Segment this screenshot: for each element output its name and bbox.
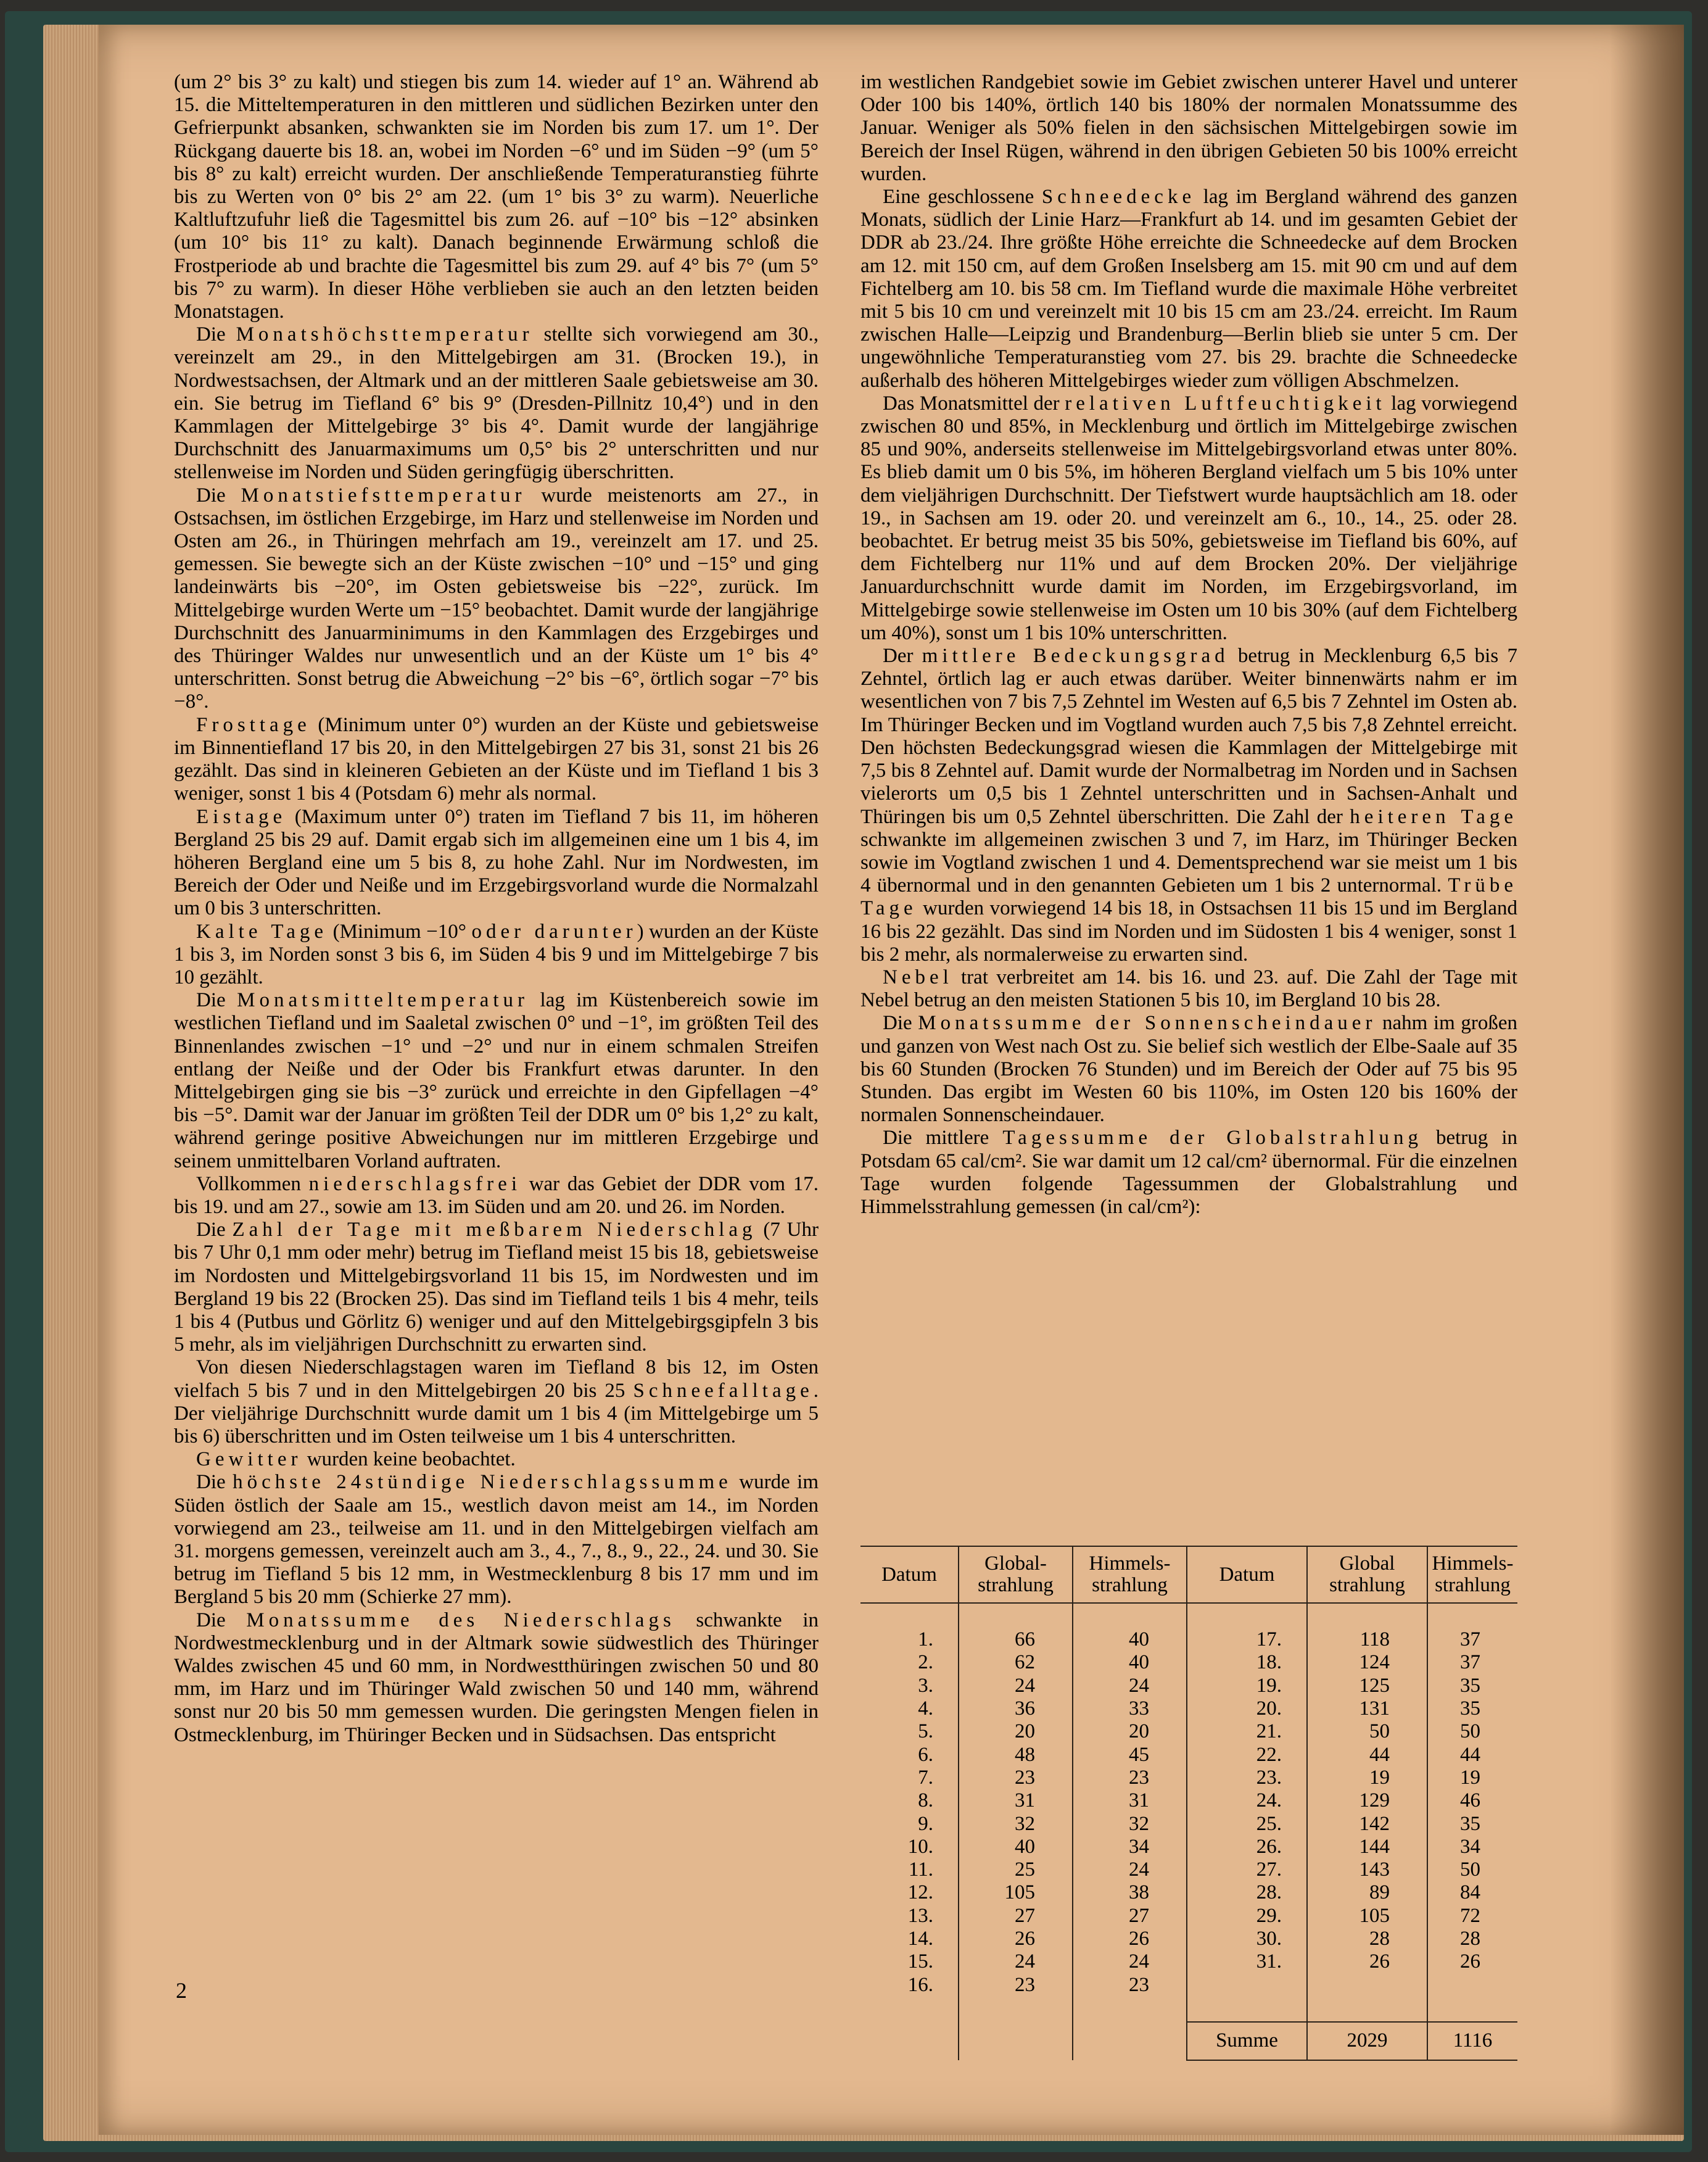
table-cell: 21. (1187, 1720, 1307, 1743)
spaced-term: Monatssumme des Niederschlags (246, 1609, 675, 1631)
table-cell: 124 (1307, 1651, 1427, 1674)
table-cell: 144 (1307, 1836, 1427, 1858)
table-cell: 46 (1427, 1789, 1517, 1812)
table-cell: 23. (1187, 1766, 1307, 1789)
text-run: Die (196, 323, 236, 346)
text-run: Die (196, 989, 237, 1012)
table-cell (1187, 1997, 1307, 2022)
sum-value: 2029 (1307, 2022, 1427, 2060)
table-cell: 32 (959, 1812, 1073, 1835)
table-cell: 26 (1427, 1950, 1517, 1973)
table-cell: 12. (907, 1881, 933, 1904)
spaced-term: Schneedecke (1041, 186, 1196, 209)
table-row (860, 1973, 1517, 1996)
table-row (860, 1697, 1517, 1720)
text-run: Die (196, 484, 241, 507)
table-cell: 24 (959, 1950, 1073, 1973)
table-cell: 34 (1073, 1836, 1187, 1858)
table-cell: 37 (1427, 1651, 1517, 1674)
header-global-1: Global- strahlung (959, 1546, 1073, 1603)
spaced-term: Zahl der Tage mit meßbarem Niederschlag (232, 1219, 757, 1241)
header-global-2: Global strahlung (1307, 1546, 1427, 1603)
table-cell: 2. (918, 1651, 933, 1674)
table-cell (959, 1603, 1073, 1628)
paragraph (860, 392, 1517, 645)
text-run: wurden vorwiegend 14 bis 18, in Ostsachsen 11 bis 15 und im Bergland 16 bis 22 gezählt. Das sind im Norden und im Südosten 1 bis 4 weniger, sonst 1 bis 2 mehr, als normalerweise zu erwarten sind. (860, 897, 1517, 966)
table-cell: 1. (918, 1628, 933, 1651)
left-column (174, 71, 819, 1747)
paragraph (174, 323, 819, 484)
table-cell: 35 (1427, 1812, 1517, 1835)
table-sum-row (860, 2022, 1517, 2060)
table-cell: 26 (1307, 1950, 1427, 1973)
text-run: stellte sich vorwiegend am 30., vereinzelt am 29., in den Mittelgebirgen am 31. (Brocken 19.), in Nordwestsachsen, der Altmark und an der mittleren Saale gebietsweise am 30. ein. Sie betrug im Tiefland 6° bis 9° (Dresden-Pillnitz 10,4°) und in den Kammlagen der Mittelgebirge 3° bis 4°. Damit wurde der langjährige Durchschnitt des Januarmaximums um 0,5° bis 2° unterschritten und nur stellenweise im Norden und Süden geringfügig überschritten. (174, 323, 819, 484)
text-run: war das Gebiet der DDR vom 17. bis 19. und am 27., sowie am 13. im Süden und am 20. und 26. im Norden. (174, 1172, 819, 1218)
paragraph (174, 1173, 819, 1219)
text-run: Eine geschlossene (883, 186, 1042, 209)
table-cell: 19 (1427, 1766, 1517, 1789)
table-cell: 62 (959, 1651, 1073, 1674)
table-cell: 5. (918, 1720, 933, 1743)
text-run: (Minimum −10° (328, 920, 472, 943)
right-column (860, 71, 1517, 1219)
table-cell: 17. (1187, 1628, 1307, 1651)
text-run: betrug in Mecklenburg 6,5 bis 7 Zehntel, örtlich lag er auch etwas darüber. Weiter binnenwärts nahm er im wesentlichen von 7 bis 7,5 Zehntel im Westen auf 6,5 bis 7 Zehntel im Osten ab. Im Thüringer Becken und im Vogtland wurden auch 7,5 bis 7,8 Zehntel erreicht. Den höchsten Bedeckungsgrad wiesen die Kammlagen der Mittelgebirge mit 7,5 bis 8 Zehntel auf. Damit wurde der Normalbetrag im Norden und in Sachsen vielerorts um 0,5 bis 1 Zehntel unterschritten und in Sachsen-Anhalt und Thüringen bis um 0,5 Zehntel überschritten. Die Zahl der (860, 645, 1517, 828)
table-cell: 27. (1187, 1858, 1307, 1881)
paragraph (174, 1609, 819, 1747)
text-run: Der (883, 645, 922, 668)
table-cell (1307, 1603, 1427, 1628)
table-cell (1307, 1997, 1427, 2022)
table-row (860, 1789, 1517, 1812)
table-cell: 50 (1427, 1858, 1517, 1881)
text-run: lag im Bergland während des ganzen Monats, südlich der Linie Harz—Frankfurt ab 14. und im gesamten Gebiet der DDR ab 23./24. Ihre größte Höhe erreichte die Schneedecke auf dem Brocken am 12. mit 150 cm, auf dem Großen Inselsberg am 15. mit 90 cm und auf dem Fichtelberg am 10. bis 58 cm. Im Tiefland wurde die maximale Höhe verbreitet mit 5 bis 10 cm und vereinzelt mit 10 bis 15 cm am 23./24. erreicht. Im Raum zwischen Halle—Leipzig und Brandenburg—Berlin blieb sie unter 5 cm. Der ungewöhnliche Temperaturanstieg vom 27. bis 29. brachte die Schneedecke außerhalb des höheren Mittelgebirges wieder zum völligen Abschmelzen. (860, 186, 1517, 392)
text-run: (Minimum unter 0°) wurden an der Küste und gebietsweise im Binnentiefland 17 bis 20, in den Mittelgebirgen 27 bis 31, sonst 21 bis 26 gezählt. Das sind in kleineren Gebieten an der Küste und im Tiefland 1 bis 3 weniger, sonst 1 bis 4 (Potsdam 6) mehr als normal. (174, 713, 819, 805)
text-run: wurde im Süden östlich der Saale am 15., westlich davon meist am 14., im Norden vorwiegend am 23., teilweise am 11. und in den Mittelgebirgen vielfach am 31. morgens gemessen, vereinzelt auch am 3., 4., 7., 8., 9., 22., 24. und 30. Sie betrug im Tiefland 5 bis 12 mm, in Westmecklenburg 8 bis 17 mm und im Bergland 5 bis 20 mm (Schierke 27 mm). (174, 1471, 819, 1609)
table-cell: 28 (1427, 1928, 1517, 1950)
table-cell (860, 1997, 959, 2022)
table-row (860, 1720, 1517, 1743)
header-himmel-2: Himmels- strahlung (1427, 1546, 1517, 1603)
text-run: Das Monatsmittel der (883, 392, 1065, 415)
table-cell: 72 (1427, 1905, 1517, 1928)
sum-label: Summe (1187, 2022, 1307, 2060)
table-spacer-row (860, 1603, 1517, 1628)
spaced-term: Gewitter (196, 1448, 302, 1471)
text-run: Die (196, 1471, 233, 1494)
table-cell: 24 (1073, 1858, 1187, 1881)
table-row (860, 1743, 1517, 1766)
table-row (860, 1812, 1517, 1835)
text-run: schwankte in Nordwestmecklenburg und in der Altmark sowie südwestlich des Thüringer Waldes zwischen 45 und 60 mm, in Nordwestthüringen zwischen 50 und 80 mm, im Harz und im Thüringer Wald zwischen 50 und 140 mm, während sonst nur 20 bis 50 mm gemessen wurden. Die geringsten Mengen fielen in Ostmecklenburg, im Thüringer Becken und in Südsachsen. Das entspricht (174, 1609, 819, 1746)
table-cell: 23 (959, 1766, 1073, 1789)
table-cell: 38 (1073, 1881, 1187, 1904)
text-run: Die mittlere (883, 1127, 1003, 1149)
sum-value: 1116 (1427, 2022, 1517, 2060)
table-cell: 125 (1307, 1675, 1427, 1697)
paragraph (174, 1471, 819, 1609)
paragraph (860, 71, 1517, 186)
table-cell: 10. (907, 1835, 933, 1858)
text-run: Die (196, 1219, 233, 1241)
table-cell: 27 (959, 1905, 1073, 1928)
table-cell (1187, 1603, 1307, 1628)
text-run: (7 Uhr bis 7 Uhr 0,1 mm oder mehr) betrug im Tiefland meist 15 bis 18, gebietsweise im Nordosten und Mittelgebirgsvorland 11 bis 15, im Nordwesten und im Bergland 19 bis 22 (Brocken 25). Das sind im Tiefland teils 1 bis 4 mehr, teils 1 bis 4 (Putbus und Görlitz 6) weniger und auf den Mittelgebirgsgipfeln 3 bis 5 mehr, als im vieljährigen Durchschnitt zu erwarten sind. (174, 1219, 819, 1356)
table-row (860, 1928, 1517, 1950)
text-run: lag vorwiegend zwischen 80 und 85%, in Mecklenburg und örtlich im Mittelgebirge zwischen 85 und 90%, anderseits stellenweise im Mittelgebirgsvorland etwas unter 80%. Es blieb damit um 0 bis 5%, im höheren Bergland vielfach um 5 bis 10% unter dem vieljährigen Durchschnitt. Der Tiefstwert wurde hauptsächlich am 18. oder 19., in Sachsen am 19. oder 20. und vereinzelt am 6., 10., 14., 25. oder 28. beobachtet. Er betrug meist 35 bis 50%, gebietsweise im Tiefland bis 60%, auf dem Fichtelberg nur 11% und auf dem Brocken 20%. Der vieljährige Januardurchschnitt wurde damit im Norden, im Erzgebirgsvorland, im Mittelgebirge sowie stellenweise im Osten um 10 bis 30% (auf dem Fichtelberg um 40%), sonst um 1 bis 10% unterschritten. (860, 392, 1517, 644)
table-cell: 24 (959, 1675, 1073, 1697)
text-run: im westlichen Randgebiet sowie im Gebiet zwischen unterer Havel und unterer Oder 100 bis 140%, örtlich 140 bis 180% der normalen Monatssumme des Januar. Weniger als 50% fielen in den sächsischen Mittelgebirgen sowie im Bereich der Insel Rügen, während in den übrigen Gebieten 50 bis 100% erreicht wurden. (860, 71, 1517, 185)
table-cell: 20 (1073, 1720, 1187, 1743)
table-cell: 29. (1187, 1905, 1307, 1928)
spaced-term: mittlere Bedeckungsgrad (922, 645, 1229, 668)
table-cell: 16. (907, 1973, 933, 1996)
table-cell: 20 (959, 1720, 1073, 1743)
text-run: (um 2° bis 3° zu kalt) und stiegen bis zum 14. wieder auf 1° an. Während ab 15. die Mitteltemperaturen in den mittleren und südlichen Bezirken unter den Gefrierpunkt absanken, schwankten sie im Norden bis zum 17. um 1°. Der Rückgang dauerte bis 18. an, wobei im Norden −6° und im Süden −9° (um 5° bis 8° zu kalt) erreicht wurden. Der anschließende Temperaturanstieg führte bis zu Werten von 0° bis 2° am 22. (um 1° bis 3° zu warm). Neuerliche Kaltluftzufuhr ließ die Tagesmittel bis zum 26. auf −10° bis −12° absinken (um 10° bis 11° zu kalt). Danach beginnende Erwärmung schloß die Frostperiode ab und brachte die Tagesmittel bis zum 29. auf 4° bis 7° (um 5° bis 7° zu warm). In dieser Höhe verblieben sie auch an den letzten beiden Monatstagen. (174, 71, 819, 323)
table-cell: 25. (1187, 1812, 1307, 1835)
table-cell (860, 1603, 959, 1628)
header-datum-2: Datum (1187, 1546, 1307, 1603)
paragraph (174, 1219, 819, 1356)
text-run: Die (196, 1609, 247, 1631)
table-cell: 24 (1073, 1950, 1187, 1973)
table-cell: 32 (1073, 1812, 1187, 1835)
paragraph (860, 645, 1517, 966)
table-cell (1427, 1997, 1517, 2022)
spaced-term: höchste 24stündige Niederschlagssumme (233, 1471, 732, 1494)
radiation-table (860, 1546, 1517, 2061)
table-cell: 31 (959, 1789, 1073, 1812)
table-cell: 15. (907, 1950, 933, 1973)
table-cell: 66 (959, 1628, 1073, 1651)
paragraph (174, 806, 819, 921)
header-himmel-1: Himmels- strahlung (1073, 1546, 1187, 1603)
table-cell: 35 (1427, 1697, 1517, 1720)
table-cell: 105 (959, 1881, 1073, 1904)
spaced-term: Nebel (883, 966, 953, 988)
spaced-term: relativen Luftfeuchtigkeit (1065, 392, 1386, 415)
table-row (860, 1858, 1517, 1881)
table-cell: 6. (918, 1743, 933, 1766)
text-run: Die (883, 1012, 918, 1035)
page-number: 2 (176, 1978, 187, 2003)
table-cell: 11. (908, 1858, 933, 1881)
spaced-term: Monatshöchsttemperatur (236, 323, 534, 346)
table-header-row (860, 1546, 1517, 1603)
table-cell: 36 (959, 1697, 1073, 1720)
table-cell: 34 (1427, 1836, 1517, 1858)
table-cell: 48 (959, 1743, 1073, 1766)
table-cell: 118 (1307, 1628, 1427, 1651)
table-cell: 131 (1307, 1697, 1427, 1720)
table-cell: 143 (1307, 1858, 1427, 1881)
table-row (860, 1905, 1517, 1928)
text-run: betrug in Potsdam 65 cal/cm². Sie war damit um 12 cal/cm² übernormal. Für die einzelnen Tage wurden folgende Tagessummen der Globalstrahlung und Himmelsstrahlung gemessen (in cal/cm²): (860, 1127, 1517, 1218)
paragraph (174, 71, 819, 323)
table-cell: 89 (1307, 1881, 1427, 1904)
text-run: (Maximum unter 0°) traten im Tiefland 7 bis 11, im höheren Bergland 25 bis 29 auf. Damit ergab sich im allgemeinen eine um 1 bis 4, im höheren Bergland eine um 5 bis 8, zu hohe Zahl. Nur im Nordwesten, im Bereich der Oder und Neiße und im Erzgebirgsvorland wurde die Normalzahl um 0 bis 3 unterschritten. (174, 805, 819, 920)
table-cell: 23 (1073, 1973, 1187, 1996)
table-cell: 24 (1073, 1675, 1187, 1697)
text-run: wurde meistenorts am 27., in Ostsachsen, im östlichen Erzgebirge, im Harz und stellenweise im Norden und Osten am 26., in Thüringen mehrfach am 19., vereinzelt am 17. und 25. gemessen. Sie bewegte sich an der Küste zwischen −10° und −15° und ging landeinwärts bis −20°, im Osten gebietsweise bis −22°, zurück. Im Mittelgebirge wurden Werte um −15° beobachtet. Damit wurde der langjährige Durchschnitt des Januarminimums in den Kammlagen des Erzgebirges und des Thüringer Waldes nur unwesentlich und an der Küste um 1° bis 4° unterschritten. Sonst betrug die Abweichung −2° bis −6°, örtlich sogar −7° bis −8°. (174, 484, 819, 713)
paragraph (860, 186, 1517, 392)
table-cell: 40 (959, 1836, 1073, 1858)
paragraph (174, 1356, 819, 1448)
table-cell: 37 (1427, 1628, 1517, 1651)
table-cell (1073, 1997, 1187, 2022)
table-cell: 13. (907, 1904, 933, 1927)
page-gutter-shadow (1610, 25, 1684, 2135)
table-cell: 84 (1427, 1881, 1517, 1904)
table-cell (1073, 2022, 1187, 2060)
table-row (860, 1675, 1517, 1697)
table-cell: 30. (1187, 1928, 1307, 1950)
text-run: trat verbreitet am 14. bis 16. und 23. auf. Die Zahl der Tage mit Nebel betrug an den meisten Stationen 5 bis 10, im Bergland 10 bis 28. (860, 966, 1517, 1012)
table-row (860, 1651, 1517, 1674)
table-cell: 26. (1187, 1836, 1307, 1858)
paragraph (174, 714, 819, 806)
paragraph (860, 966, 1517, 1012)
table-spacer-row (860, 1997, 1517, 2022)
table-cell: 50 (1427, 1720, 1517, 1743)
radiation-table-wrapper (860, 1546, 1517, 2061)
table-cell: 22. (1187, 1743, 1307, 1766)
paragraph (174, 921, 819, 990)
spaced-term: Tagessumme der Globalstrahlung (1002, 1127, 1422, 1149)
spaced-term: Schneefalltage (633, 1379, 814, 1402)
table-cell (959, 2022, 1073, 2060)
table-cell: 28 (1307, 1928, 1427, 1950)
table-row (860, 1836, 1517, 1858)
table-cell: 24. (1187, 1789, 1307, 1812)
table-cell: 40 (1073, 1628, 1187, 1651)
table-cell: 8. (918, 1789, 933, 1812)
table-cell: 45 (1073, 1743, 1187, 1766)
spaced-term: Monatssumme der Sonnenscheindauer (918, 1012, 1377, 1035)
header-datum-1: Datum (860, 1546, 959, 1603)
spaced-term: Frosttage (196, 713, 311, 736)
table-cell: 28. (1187, 1881, 1307, 1904)
table-cell: 9. (918, 1812, 933, 1835)
table-cell: 129 (1307, 1789, 1427, 1812)
table-cell: 19 (1307, 1766, 1427, 1789)
text-run: schwankte im allgemeinen zwischen 3 und 7, im Harz, im Thüringer Becken sowie im Vogtland zwischen 1 und 4. Dementsprechend war sie meist um 1 bis 4 übernormal und in den genannten Gebieten um 1 bis 2 unternormal. (860, 828, 1517, 897)
table-row (860, 1628, 1517, 1651)
table-cell: 50 (1307, 1720, 1427, 1743)
table-cell: 3. (918, 1674, 933, 1697)
table-cell: 33 (1073, 1697, 1187, 1720)
table-cell: 23 (1073, 1766, 1187, 1789)
table-cell (1427, 1603, 1517, 1628)
table-cell: 35 (1427, 1675, 1517, 1697)
table-cell: 20. (1187, 1697, 1307, 1720)
table-cell (1307, 1973, 1427, 1996)
text-run: lag im Küstenbereich sowie im westlichen Tiefland und im Saaletal zwischen 0° und −1°, im größten Teil des Binnenlandes zwischen −1° und −2° und nur in einem schmalen Streifen entlang der Neiße und der Oder bis Frankfurt etwas darunter. In den Mittelgebirgen ging sie bis −3° zurück und erreichte in den Gipfellagen −4° bis −5°. Damit war der Januar im größten Teil der DDR um 0° bis 1,2° zu kalt, während geringe positive Abweichungen nur im mittleren Erzgebirge und seinem unmittelbaren Vorland auftraten. (174, 989, 819, 1172)
table-cell: 27 (1073, 1905, 1187, 1928)
table-cell: 19. (1187, 1675, 1307, 1697)
table-cell: 18. (1187, 1651, 1307, 1674)
table-row (860, 1950, 1517, 1973)
table-cell: 4. (918, 1697, 933, 1720)
table-cell: 14. (907, 1928, 933, 1950)
table-cell (1073, 1603, 1187, 1628)
table-cell: 142 (1307, 1812, 1427, 1835)
text-run: nahm im großen und ganzen von West nach Ost zu. Sie belief sich westlich der Elbe-Saale auf 35 bis 60 Stunden (Brocken 76 Stunden) und im Bereich der Oder auf 75 bis 95 Stunden. Das ergibt im Westen 60 bis 110%, im Osten 120 bis 160% der normalen Sonnenscheindauer. (860, 1012, 1517, 1127)
spaced-term: Monatsmitteltemperatur (237, 989, 529, 1012)
table-cell: 31. (1187, 1950, 1307, 1973)
paragraph (174, 484, 819, 714)
spaced-term: Trübe Tage (860, 874, 1517, 920)
table-cell: 40 (1073, 1651, 1187, 1674)
text-run: ) wurden an der Küste 1 bis 3, im Norden sonst 3 bis 6, im Süden 4 bis 9 und im Mittelgebirge 7 bis 10 gezählt. (174, 920, 819, 988)
spaced-term: Kalte Tage (196, 920, 328, 943)
table-cell: 23 (959, 1973, 1073, 1996)
table-cell: 25 (959, 1858, 1073, 1881)
table-cell: 31 (1073, 1789, 1187, 1812)
table-cell (860, 2022, 959, 2060)
table-cell: 44 (1307, 1743, 1427, 1766)
paragraph (860, 1012, 1517, 1127)
spaced-term: Eistage (196, 805, 287, 828)
table-cell (1187, 1973, 1307, 1996)
spaced-term: Monatstiefsttemperatur (241, 484, 526, 507)
spaced-term: heiteren Tage (1350, 805, 1517, 828)
spaced-term: oder darunter (471, 920, 637, 943)
table-cell: 44 (1427, 1743, 1517, 1766)
table-cell (1427, 1973, 1517, 1996)
table-row (860, 1766, 1517, 1789)
text-run: Von diesen Niederschlagstagen waren im Tiefland 8 bis 12, im Osten vielfach 5 bis 7 und in den Mittelgebirgen 20 bis 25 (174, 1356, 819, 1402)
table-row (860, 1881, 1517, 1904)
table-cell: 26 (959, 1928, 1073, 1950)
table-cell: 105 (1307, 1905, 1427, 1928)
table-cell: 7. (918, 1766, 933, 1789)
paragraph (174, 989, 819, 1173)
paragraph (860, 1127, 1517, 1219)
paragraph (174, 1448, 819, 1471)
spaced-term: niederschlagsfrei (308, 1172, 521, 1195)
table-cell (959, 1997, 1073, 2022)
text-run: wurden keine beobachtet. (302, 1448, 516, 1471)
text-run: Vollkommen (196, 1172, 309, 1195)
text-run: . Der vieljährige Durchschnitt wurde damit um 1 bis 4 (im Mittelgebirge um 5 bis 6) überschritten und im Osten teilweise um 1 bis 4 unterschritten. (174, 1379, 819, 1448)
table-cell: 26 (1073, 1928, 1187, 1950)
